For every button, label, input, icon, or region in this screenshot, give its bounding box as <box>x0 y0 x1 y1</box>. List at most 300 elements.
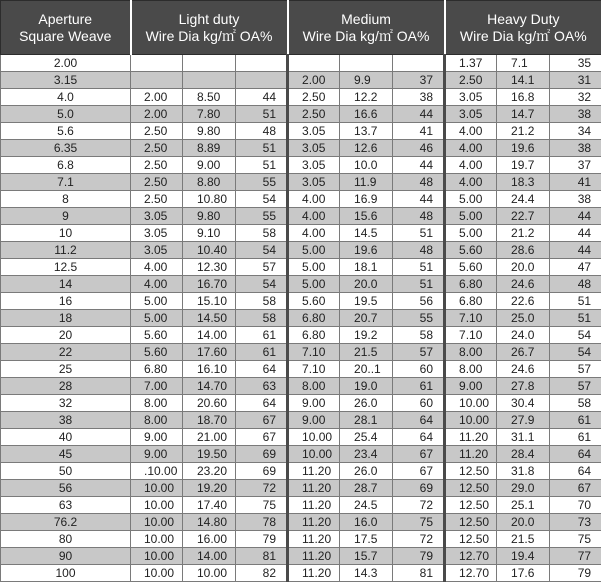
header-aperture-line2: Square Weave <box>3 28 128 45</box>
cell-light-kg: 20.60 <box>183 395 236 412</box>
header-medium-line1: Medium <box>291 11 442 28</box>
table-row <box>1 548 601 565</box>
table-row <box>1 565 601 582</box>
table-row <box>1 157 601 174</box>
cell-light-wire-dia: 5.60 <box>131 344 183 361</box>
cell-medium-oa: 64 <box>393 429 445 446</box>
cell-medium-wire-dia: 11.20 <box>288 531 340 548</box>
cell-heavy-kg: 27.9 <box>497 412 550 429</box>
cell-heavy-wire-dia: 5.00 <box>445 208 497 225</box>
cell-light-oa: 81 <box>236 548 288 565</box>
cell-heavy-kg: 19.4 <box>497 548 550 565</box>
cell-medium-kg: 24.5 <box>340 497 393 514</box>
cell-aperture: 2.00 <box>1 55 131 72</box>
cell-light-kg: 18.70 <box>183 412 236 429</box>
table-row <box>1 310 601 327</box>
cell-medium-wire-dia <box>288 55 340 72</box>
cell-aperture: 100 <box>1 565 131 582</box>
cell-medium-oa: 61 <box>393 378 445 395</box>
cell-light-wire-dia: 8.00 <box>131 395 183 412</box>
cell-light-wire-dia: 3.05 <box>131 242 183 259</box>
cell-heavy-kg: 24.6 <box>497 276 550 293</box>
cell-medium-wire-dia: 3.05 <box>288 123 340 140</box>
cell-medium-oa: 57 <box>393 344 445 361</box>
cell-heavy-oa: 61 <box>550 412 601 429</box>
cell-light-kg: 10.40 <box>183 242 236 259</box>
cell-heavy-oa: 38 <box>550 140 601 157</box>
cell-aperture: 22 <box>1 344 131 361</box>
cell-medium-oa: 56 <box>393 293 445 310</box>
cell-medium-wire-dia: 11.20 <box>288 565 340 582</box>
cell-medium-wire-dia: 2.50 <box>288 89 340 106</box>
cell-heavy-wire-dia: 4.00 <box>445 157 497 174</box>
table-row <box>1 497 601 514</box>
cell-medium-kg: 9.9 <box>340 72 393 89</box>
table-row <box>1 276 601 293</box>
cell-medium-wire-dia: 3.05 <box>288 157 340 174</box>
cell-heavy-kg: 18.3 <box>497 174 550 191</box>
cell-heavy-wire-dia: 12.70 <box>445 548 497 565</box>
cell-light-wire-dia: 3.05 <box>131 225 183 242</box>
cell-light-kg: 14.50 <box>183 310 236 327</box>
cell-heavy-oa: 77 <box>550 548 601 565</box>
cell-heavy-oa: 54 <box>550 344 601 361</box>
cell-heavy-wire-dia: 7.10 <box>445 310 497 327</box>
cell-medium-wire-dia: 3.05 <box>288 174 340 191</box>
cell-aperture: 10 <box>1 225 131 242</box>
cell-light-wire-dia: 10.00 <box>131 497 183 514</box>
cell-medium-kg: 20.7 <box>340 310 393 327</box>
cell-light-wire-dia: .10.00 <box>131 463 183 480</box>
cell-aperture: 45 <box>1 446 131 463</box>
cell-medium-oa: 69 <box>393 480 445 497</box>
cell-medium-oa: 55 <box>393 310 445 327</box>
cell-medium-kg: 19.6 <box>340 242 393 259</box>
cell-heavy-wire-dia: 2.50 <box>445 72 497 89</box>
cell-light-kg <box>183 55 236 72</box>
header-heavy-duty-line1: Heavy Duty <box>448 11 600 28</box>
cell-light-wire-dia: 5.00 <box>131 293 183 310</box>
cell-medium-kg: 16.0 <box>340 514 393 531</box>
cell-light-kg: 19.50 <box>183 446 236 463</box>
cell-light-kg: 10.80 <box>183 191 236 208</box>
cell-medium-kg: 28.7 <box>340 480 393 497</box>
cell-heavy-oa: 51 <box>550 310 601 327</box>
cell-aperture: 3.15 <box>1 72 131 89</box>
cell-aperture: 28 <box>1 378 131 395</box>
cell-heavy-kg: 31.8 <box>497 463 550 480</box>
cell-light-kg: 16.00 <box>183 531 236 548</box>
table-row <box>1 412 601 429</box>
cell-heavy-oa: 57 <box>550 378 601 395</box>
cell-heavy-oa: 44 <box>550 208 601 225</box>
cell-medium-kg: 26.0 <box>340 395 393 412</box>
cell-heavy-wire-dia: 12.50 <box>445 463 497 480</box>
cell-light-oa: 51 <box>236 157 288 174</box>
cell-light-oa: 78 <box>236 514 288 531</box>
cell-light-kg: 21.00 <box>183 429 236 446</box>
cell-heavy-oa: 38 <box>550 106 601 123</box>
cell-medium-wire-dia: 5.00 <box>288 276 340 293</box>
cell-medium-oa: 51 <box>393 276 445 293</box>
table-row <box>1 378 601 395</box>
cell-light-kg: 16.10 <box>183 361 236 378</box>
table-row <box>1 429 601 446</box>
cell-light-kg: 8.50 <box>183 89 236 106</box>
cell-medium-kg: 19.0 <box>340 378 393 395</box>
cell-heavy-kg: 20.0 <box>497 514 550 531</box>
cell-aperture: 56 <box>1 480 131 497</box>
cell-heavy-kg: 24.0 <box>497 327 550 344</box>
cell-light-oa: 48 <box>236 123 288 140</box>
cell-light-kg <box>183 72 236 89</box>
cell-light-oa: 75 <box>236 497 288 514</box>
cell-medium-kg: 11.9 <box>340 174 393 191</box>
cell-heavy-oa: 75 <box>550 531 601 548</box>
cell-heavy-wire-dia: 12.50 <box>445 514 497 531</box>
table-row <box>1 174 601 191</box>
cell-light-kg: 14.80 <box>183 514 236 531</box>
cell-medium-oa: 44 <box>393 106 445 123</box>
cell-heavy-oa: 51 <box>550 293 601 310</box>
cell-medium-kg: 12.6 <box>340 140 393 157</box>
cell-medium-kg: 28.1 <box>340 412 393 429</box>
cell-medium-kg: 10.0 <box>340 157 393 174</box>
cell-medium-kg: 15.6 <box>340 208 393 225</box>
cell-aperture: 50 <box>1 463 131 480</box>
cell-heavy-oa: 34 <box>550 123 601 140</box>
cell-heavy-oa: 57 <box>550 361 601 378</box>
cell-light-oa: 54 <box>236 191 288 208</box>
cell-medium-kg: 16.6 <box>340 106 393 123</box>
cell-aperture: 18 <box>1 310 131 327</box>
cell-aperture: 11.2 <box>1 242 131 259</box>
cell-heavy-oa: 73 <box>550 514 601 531</box>
cell-heavy-wire-dia: 8.00 <box>445 361 497 378</box>
table-row <box>1 446 601 463</box>
cell-medium-kg: 21.5 <box>340 344 393 361</box>
cell-heavy-kg: 20.0 <box>497 259 550 276</box>
cell-light-oa <box>236 55 288 72</box>
cell-light-kg: 17.40 <box>183 497 236 514</box>
table-row <box>1 361 601 378</box>
cell-heavy-wire-dia: 7.10 <box>445 327 497 344</box>
cell-light-wire-dia: 2.50 <box>131 157 183 174</box>
cell-light-oa: 82 <box>236 565 288 582</box>
cell-light-oa: 61 <box>236 327 288 344</box>
cell-medium-kg: 14.5 <box>340 225 393 242</box>
cell-medium-oa: 67 <box>393 446 445 463</box>
cell-heavy-wire-dia: 3.05 <box>445 89 497 106</box>
cell-heavy-oa: 48 <box>550 276 601 293</box>
cell-aperture: 20 <box>1 327 131 344</box>
cell-light-wire-dia <box>131 72 183 89</box>
cell-medium-wire-dia: 11.20 <box>288 497 340 514</box>
cell-medium-kg: 17.5 <box>340 531 393 548</box>
cell-heavy-kg: 26.7 <box>497 344 550 361</box>
table-row <box>1 55 601 72</box>
cell-aperture: 8 <box>1 191 131 208</box>
cell-heavy-kg: 28.6 <box>497 242 550 259</box>
cell-medium-kg: 12.2 <box>340 89 393 106</box>
header-light-duty-line2: Wire Dia kg/㎡ OA% <box>134 28 285 45</box>
cell-medium-wire-dia: 4.00 <box>288 191 340 208</box>
cell-medium-kg: 20.0 <box>340 276 393 293</box>
cell-heavy-oa: 35 <box>550 55 601 72</box>
cell-light-kg: 14.00 <box>183 548 236 565</box>
cell-aperture: 25 <box>1 361 131 378</box>
cell-light-kg: 8.80 <box>183 174 236 191</box>
cell-heavy-oa: 61 <box>550 429 601 446</box>
cell-medium-oa: 41 <box>393 123 445 140</box>
cell-medium-wire-dia: 11.20 <box>288 463 340 480</box>
cell-medium-oa: 48 <box>393 208 445 225</box>
cell-light-oa: 51 <box>236 106 288 123</box>
cell-light-kg: 16.70 <box>183 276 236 293</box>
cell-heavy-oa: 58 <box>550 395 601 412</box>
cell-light-wire-dia: 5.00 <box>131 310 183 327</box>
cell-medium-oa: 38 <box>393 89 445 106</box>
cell-medium-wire-dia: 8.00 <box>288 378 340 395</box>
cell-medium-oa <box>393 55 445 72</box>
cell-light-kg: 17.60 <box>183 344 236 361</box>
cell-medium-oa: 58 <box>393 327 445 344</box>
cell-medium-kg: 25.4 <box>340 429 393 446</box>
cell-light-wire-dia <box>131 55 183 72</box>
cell-heavy-kg: 24.4 <box>497 191 550 208</box>
cell-aperture: 5.6 <box>1 123 131 140</box>
cell-heavy-wire-dia: 4.00 <box>445 174 497 191</box>
cell-medium-kg: 13.7 <box>340 123 393 140</box>
cell-light-kg: 9.80 <box>183 208 236 225</box>
cell-medium-oa: 44 <box>393 191 445 208</box>
cell-light-oa: 55 <box>236 174 288 191</box>
cell-light-wire-dia: 2.00 <box>131 106 183 123</box>
cell-aperture: 7.1 <box>1 174 131 191</box>
cell-medium-wire-dia: 6.80 <box>288 327 340 344</box>
cell-heavy-wire-dia: 1.37 <box>445 55 497 72</box>
cell-heavy-oa: 79 <box>550 565 601 582</box>
cell-light-oa: 58 <box>236 310 288 327</box>
cell-light-wire-dia: 10.00 <box>131 514 183 531</box>
cell-heavy-wire-dia: 10.00 <box>445 412 497 429</box>
cell-medium-wire-dia: 11.20 <box>288 548 340 565</box>
cell-heavy-oa: 64 <box>550 463 601 480</box>
cell-heavy-wire-dia: 8.00 <box>445 344 497 361</box>
cell-medium-kg: 19.2 <box>340 327 393 344</box>
cell-heavy-wire-dia: 12.50 <box>445 531 497 548</box>
cell-light-wire-dia: 10.00 <box>131 548 183 565</box>
cell-light-oa: 67 <box>236 412 288 429</box>
table-row <box>1 259 601 276</box>
cell-medium-wire-dia: 5.00 <box>288 259 340 276</box>
cell-light-kg: 8.89 <box>183 140 236 157</box>
cell-heavy-wire-dia: 11.20 <box>445 446 497 463</box>
cell-heavy-kg: 17.6 <box>497 565 550 582</box>
cell-heavy-kg: 30.4 <box>497 395 550 412</box>
cell-heavy-oa: 31 <box>550 72 601 89</box>
table-row <box>1 89 601 106</box>
table-row <box>1 191 601 208</box>
cell-medium-kg: 23.4 <box>340 446 393 463</box>
cell-medium-oa: 81 <box>393 565 445 582</box>
cell-medium-wire-dia: 10.00 <box>288 446 340 463</box>
header-aperture-line1: Aperture <box>3 11 128 28</box>
cell-heavy-oa: 70 <box>550 497 601 514</box>
cell-medium-wire-dia: 2.00 <box>288 72 340 89</box>
cell-heavy-kg: 27.8 <box>497 378 550 395</box>
cell-heavy-kg: 7.1 <box>497 55 550 72</box>
cell-heavy-kg: 19.7 <box>497 157 550 174</box>
cell-light-oa: 57 <box>236 259 288 276</box>
cell-heavy-oa: 38 <box>550 191 601 208</box>
cell-light-oa: 51 <box>236 140 288 157</box>
cell-light-kg: 14.00 <box>183 327 236 344</box>
cell-light-kg: 9.10 <box>183 225 236 242</box>
cell-heavy-oa: 64 <box>550 446 601 463</box>
cell-medium-wire-dia: 7.10 <box>288 344 340 361</box>
cell-heavy-wire-dia: 5.60 <box>445 242 497 259</box>
table-row <box>1 123 601 140</box>
cell-medium-oa: 75 <box>393 514 445 531</box>
cell-medium-wire-dia: 3.05 <box>288 140 340 157</box>
cell-medium-wire-dia: 5.60 <box>288 293 340 310</box>
cell-medium-wire-dia: 9.00 <box>288 412 340 429</box>
cell-heavy-oa: 44 <box>550 225 601 242</box>
cell-light-oa: 64 <box>236 395 288 412</box>
table-row <box>1 480 601 497</box>
cell-light-kg: 9.00 <box>183 157 236 174</box>
cell-heavy-kg: 22.7 <box>497 208 550 225</box>
cell-light-oa: 64 <box>236 361 288 378</box>
cell-medium-oa: 46 <box>393 140 445 157</box>
cell-medium-kg: 14.3 <box>340 565 393 582</box>
table-row <box>1 395 601 412</box>
table-row <box>1 344 601 361</box>
cell-light-wire-dia: 10.00 <box>131 531 183 548</box>
cell-heavy-kg: 29.0 <box>497 480 550 497</box>
cell-light-wire-dia: 2.50 <box>131 174 183 191</box>
cell-heavy-kg: 16.8 <box>497 89 550 106</box>
cell-heavy-oa: 44 <box>550 242 601 259</box>
cell-medium-wire-dia: 11.20 <box>288 480 340 497</box>
cell-medium-wire-dia: 4.00 <box>288 225 340 242</box>
cell-heavy-wire-dia: 10.00 <box>445 395 497 412</box>
cell-heavy-wire-dia: 12.50 <box>445 480 497 497</box>
cell-medium-oa: 72 <box>393 497 445 514</box>
cell-heavy-oa: 32 <box>550 89 601 106</box>
cell-light-oa: 63 <box>236 378 288 395</box>
cell-light-kg: 9.80 <box>183 123 236 140</box>
cell-medium-oa: 48 <box>393 242 445 259</box>
cell-medium-wire-dia: 2.50 <box>288 106 340 123</box>
cell-light-oa: 69 <box>236 446 288 463</box>
cell-medium-oa: 72 <box>393 531 445 548</box>
cell-light-wire-dia: 4.00 <box>131 276 183 293</box>
cell-heavy-kg: 28.4 <box>497 446 550 463</box>
cell-heavy-oa: 37 <box>550 157 601 174</box>
cell-light-oa: 58 <box>236 293 288 310</box>
cell-heavy-wire-dia: 4.00 <box>445 140 497 157</box>
cell-aperture: 12.5 <box>1 259 131 276</box>
cell-heavy-wire-dia: 6.80 <box>445 293 497 310</box>
cell-medium-wire-dia: 5.00 <box>288 242 340 259</box>
cell-heavy-oa: 47 <box>550 259 601 276</box>
cell-heavy-kg: 21.5 <box>497 531 550 548</box>
cell-medium-kg: 19.5 <box>340 293 393 310</box>
cell-light-wire-dia: 10.00 <box>131 565 183 582</box>
cell-heavy-wire-dia: 12.50 <box>445 497 497 514</box>
header-aperture <box>1 1 131 55</box>
cell-medium-oa: 51 <box>393 259 445 276</box>
cell-medium-oa: 67 <box>393 463 445 480</box>
cell-light-wire-dia: 9.00 <box>131 446 183 463</box>
cell-heavy-oa: 41 <box>550 174 601 191</box>
cell-heavy-oa: 54 <box>550 327 601 344</box>
cell-heavy-kg: 24.6 <box>497 361 550 378</box>
cell-medium-oa: 60 <box>393 395 445 412</box>
table-row <box>1 242 601 259</box>
cell-heavy-kg: 31.1 <box>497 429 550 446</box>
cell-medium-oa: 64 <box>393 412 445 429</box>
header-light-duty <box>131 1 288 55</box>
cell-aperture: 63 <box>1 497 131 514</box>
header-light-duty-line1: Light duty <box>134 11 285 28</box>
cell-light-kg: 10.00 <box>183 565 236 582</box>
cell-medium-oa: 48 <box>393 174 445 191</box>
cell-heavy-kg: 25.0 <box>497 310 550 327</box>
cell-heavy-wire-dia: 11.20 <box>445 429 497 446</box>
cell-light-wire-dia: 6.80 <box>131 361 183 378</box>
cell-medium-oa: 51 <box>393 225 445 242</box>
cell-light-oa: 79 <box>236 531 288 548</box>
table-body <box>1 55 601 582</box>
cell-heavy-wire-dia: 4.00 <box>445 123 497 140</box>
cell-medium-kg <box>340 55 393 72</box>
cell-heavy-kg: 25.1 <box>497 497 550 514</box>
cell-heavy-oa: 67 <box>550 480 601 497</box>
cell-aperture: 90 <box>1 548 131 565</box>
cell-heavy-wire-dia: 5.00 <box>445 225 497 242</box>
cell-heavy-kg: 22.6 <box>497 293 550 310</box>
cell-light-oa: 72 <box>236 480 288 497</box>
table-row <box>1 327 601 344</box>
cell-medium-wire-dia: 6.80 <box>288 310 340 327</box>
cell-light-kg: 23.20 <box>183 463 236 480</box>
cell-light-kg: 12.30 <box>183 259 236 276</box>
cell-aperture: 32 <box>1 395 131 412</box>
table-row <box>1 531 601 548</box>
cell-medium-wire-dia: 10.00 <box>288 429 340 446</box>
cell-light-wire-dia: 8.00 <box>131 412 183 429</box>
cell-light-oa: 54 <box>236 276 288 293</box>
table-row <box>1 514 601 531</box>
cell-aperture: 5.0 <box>1 106 131 123</box>
header-heavy-duty <box>445 1 601 55</box>
cell-medium-kg: 18.1 <box>340 259 393 276</box>
cell-aperture: 40 <box>1 429 131 446</box>
cell-aperture: 6.35 <box>1 140 131 157</box>
table-row <box>1 225 601 242</box>
cell-medium-kg: 20..1 <box>340 361 393 378</box>
header-medium <box>288 1 445 55</box>
cell-heavy-kg: 19.6 <box>497 140 550 157</box>
cell-light-wire-dia: 2.00 <box>131 89 183 106</box>
cell-medium-oa: 79 <box>393 548 445 565</box>
cell-medium-oa: 37 <box>393 72 445 89</box>
cell-light-wire-dia: 2.50 <box>131 140 183 157</box>
cell-medium-oa: 44 <box>393 157 445 174</box>
